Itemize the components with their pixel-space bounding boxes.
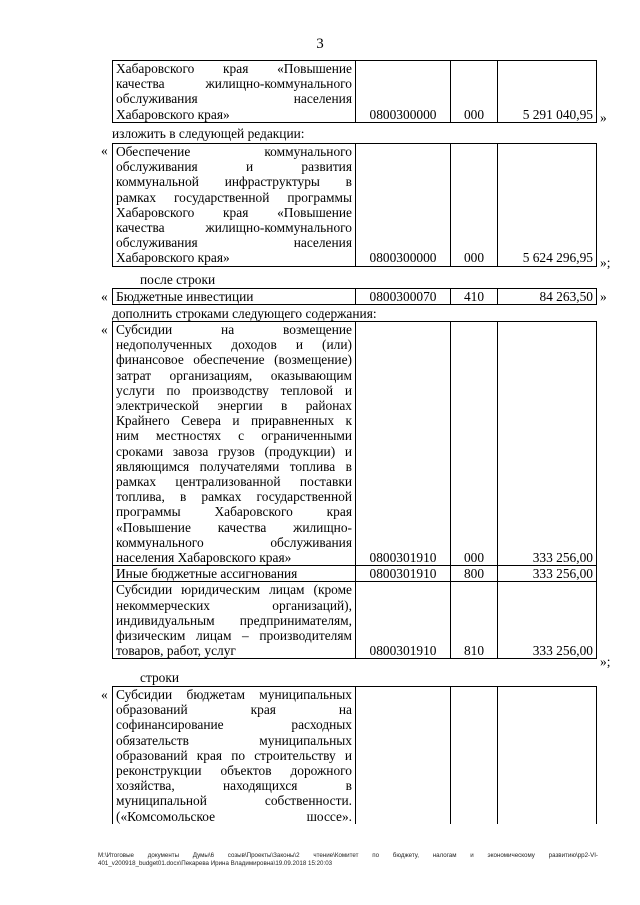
table-row	[113, 582, 597, 659]
table-row	[113, 566, 597, 582]
row-vr	[451, 687, 498, 824]
table-after-row	[112, 288, 597, 305]
row-code: 0800301910	[356, 322, 451, 566]
row-name: Бюджетные инвестиции	[113, 289, 356, 305]
open-quote: «	[101, 687, 108, 702]
instruction-text: дополнить строками следующего содержания:	[112, 306, 377, 321]
table-old-row	[112, 60, 597, 123]
row-vr: 000	[451, 144, 498, 267]
row-code: 0800301910	[356, 582, 451, 659]
row-vr: 410	[451, 289, 498, 305]
row-name: Обеспечение коммунального обслуживания и развития коммунальной инфраструктуры в рамках государственной программы Хабаровского края «Повышение качества жилищно-коммунального обслуживания населения Хабаровского края»	[113, 144, 356, 267]
row-sum	[498, 687, 597, 824]
close-quote: »;	[600, 255, 611, 270]
row-name: Субсидии юридическим лицам (кроме некоммерческих организаций), индивидуальным предпринимателям, физическим лицам – производителям товаров, работ, услуг	[113, 582, 356, 659]
instruction-text: изложить в следующей редакции:	[112, 126, 305, 141]
open-quote: «	[101, 322, 108, 337]
row-sum: 333 256,00	[498, 566, 597, 582]
table-added-rows	[112, 321, 597, 659]
table-new-row	[112, 143, 597, 267]
row-sum: 84 263,50	[498, 289, 597, 305]
row-code: 0800300000	[356, 144, 451, 267]
row-name: Хабаровского края «Повышение качества жилищно-коммунального обслуживания населения Хабаровского края»	[113, 61, 356, 123]
row-code: 0800301910	[356, 566, 451, 582]
instruction-text: после строки	[140, 272, 216, 287]
table-next-row	[112, 686, 597, 824]
row-code	[356, 687, 451, 824]
row-sum: 5 624 296,95	[498, 144, 597, 267]
row-name: Субсидии бюджетам муниципальных образований края на софинансирование расходных обязательств муниципальных образований края по строительству и реконструкции объектов дорожного хозяйства, находящихся в муниципальной собственности. («Комсомольское шоссе».	[113, 687, 356, 824]
row-sum: 333 256,00	[498, 322, 597, 566]
row-vr: 000	[451, 61, 498, 123]
table-row	[113, 322, 597, 566]
open-quote: «	[101, 143, 108, 158]
instruction-text: строки	[140, 670, 180, 685]
row-name: Иные бюджетные ассигнования	[113, 566, 356, 582]
row-sum: 5 291 040,95	[498, 61, 597, 123]
row-code: 0800300000	[356, 61, 451, 123]
row-code: 0800300070	[356, 289, 451, 305]
row-vr: 810	[451, 582, 498, 659]
page-number: 3	[316, 36, 324, 52]
row-sum: 333 256,00	[498, 582, 597, 659]
file-path-footer: М:\Итоговые документы Думы\6 созыв\Проекты\Законы\2 чтение\Комитет по бюджету, налогам и экономическому развитию\рр2-VI- 401_v200918_budget01.docx\Пекарева Ирина Владимировна\19.09.2018 15:20:03	[98, 852, 598, 867]
row-name: Субсидии на возмещение недополученных доходов и (или) финансовое обеспечение (возмещение) затрат организациям, оказывающим услуги по производству тепловой и электрической энергии в районах Крайнего Севера и приравненных к ним местностях с ограниченными сроками завоза грузов (продукции) и являющимся получателями топлива в рамках централизованной поставки топлива, в рамках государственной программы Хабаровского края «Повышение качества жилищно- коммунального обслуживания населения Хабаровского края»	[113, 322, 356, 566]
close-quote: »	[600, 110, 607, 125]
close-quote: »	[600, 289, 607, 304]
close-quote: »;	[600, 654, 611, 669]
row-vr: 000	[451, 322, 498, 566]
row-vr: 800	[451, 566, 498, 582]
open-quote: «	[101, 289, 108, 304]
